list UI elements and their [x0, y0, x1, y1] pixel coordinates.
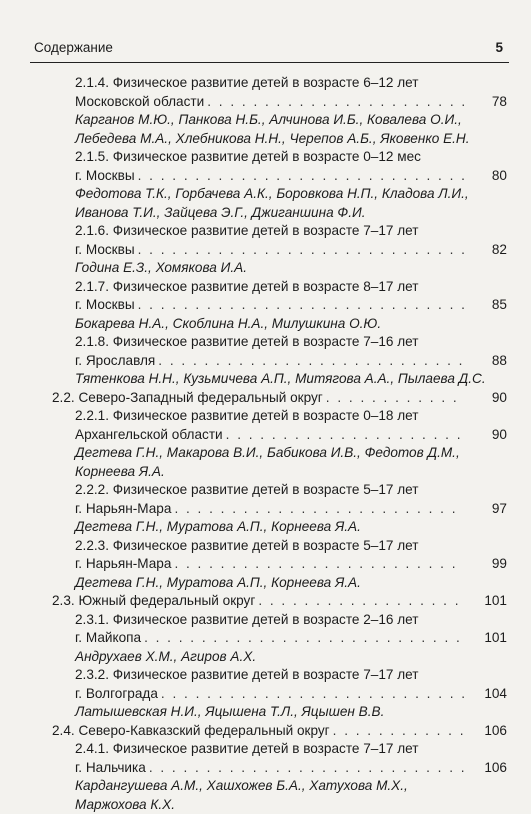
- toc-authors-line: Бокарева Н.А., Скоблина Н.А., Милушкина О.Ю.: [0, 315, 531, 334]
- table-of-contents: [0, 74, 531, 814]
- dot-leader: [207, 93, 464, 112]
- toc-page-number: 104: [467, 685, 531, 704]
- toc-entry-text: 2.3. Южный федеральный округ: [52, 592, 255, 611]
- toc-subsection-title: 2.3.1. Физическое развитие детей в возрасте 2–16 лет: [0, 611, 531, 630]
- running-header: [34, 40, 509, 60]
- dot-leader: [333, 722, 464, 741]
- dot-leader: [226, 426, 464, 445]
- toc-entry-text: 2.4. Северо-Кавказский федеральный округ: [52, 722, 330, 741]
- toc-page-number: 101: [467, 592, 531, 611]
- toc-authors-line: Андрухаев Х.М., Агиров А.Х.: [0, 648, 531, 667]
- toc-section-entry: [0, 592, 531, 611]
- toc-entry-text: Московской области: [75, 93, 204, 112]
- toc-page-number: 88: [467, 352, 531, 371]
- toc-subsection-entry: [0, 759, 531, 778]
- toc-subsection-title: 2.2.1. Физическое развитие детей в возрасте 0–18 лет: [0, 407, 531, 426]
- dot-leader: [161, 685, 464, 704]
- toc-page-number: 80: [467, 167, 531, 186]
- toc-authors-line: Тятенкова Н.Н., Кузьмичева А.П., Митягова А.А., Пылаева Д.С.: [0, 370, 531, 389]
- toc-authors-line: Федотова Т.К., Горбачева А.К., Боровкова Н.П., Кладова Л.И.,: [0, 185, 531, 204]
- toc-entry-text: Архангельской области: [75, 426, 223, 445]
- toc-page-number: 78: [467, 93, 531, 112]
- dot-leader: [174, 555, 464, 574]
- toc-page-number: 99: [467, 555, 531, 574]
- toc-subsection-title: 2.2.3. Физическое развитие детей в возрасте 5–17 лет: [0, 537, 531, 556]
- toc-subsection-title: 2.1.5. Физическое развитие детей в возрасте 0–12 мес: [0, 148, 531, 167]
- toc-entry-text: г. Ярославля: [75, 352, 155, 371]
- toc-subsection-title: 2.1.8. Физическое развитие детей в возрасте 7–16 лет: [0, 333, 531, 352]
- toc-authors-line: Маржохова К.Х.: [0, 796, 531, 814]
- toc-subsection-entry: [0, 296, 531, 315]
- toc-page-number: 97: [467, 500, 531, 519]
- toc-subsection-entry: [0, 93, 531, 112]
- toc-section-entry: [0, 389, 531, 408]
- dot-leader: [138, 241, 464, 260]
- toc-entry-text: г. Волгограда: [75, 685, 158, 704]
- toc-authors-line: Латышевская Н.И., Яцышена Т.Л., Яцышен В.В.: [0, 703, 531, 722]
- toc-subsection-entry: [0, 426, 531, 445]
- toc-page-number: 85: [467, 296, 531, 315]
- toc-subsection-title: 2.3.2. Физическое развитие детей в возрасте 7–17 лет: [0, 666, 531, 685]
- toc-entry-text: г. Майкопа: [75, 629, 141, 648]
- dot-leader: [149, 759, 464, 778]
- dot-leader: [158, 352, 464, 371]
- toc-authors-line: Дегтева Г.Н., Муратова А.П., Корнеева Я.А.: [0, 518, 531, 537]
- toc-subsection-title: 2.1.4. Физическое развитие детей в возрасте 6–12 лет: [0, 74, 531, 93]
- toc-authors-line: Карганов М.Ю., Панкова Н.Б., Алчинова И.Б., Ковалева О.И.,: [0, 111, 531, 130]
- toc-entry-text: г. Нарьян-Мара: [75, 500, 171, 519]
- toc-subsection-title: 2.1.6. Физическое развитие детей в возрасте 7–17 лет: [0, 222, 531, 241]
- dot-leader: [258, 592, 464, 611]
- toc-entry-text: г. Москвы: [75, 241, 135, 260]
- header-title: Содержание: [34, 40, 113, 55]
- toc-authors-line: Кардангушева А.М., Хашхожев Б.А., Хатухова М.Х.,: [0, 777, 531, 796]
- toc-page-number: 90: [467, 426, 531, 445]
- toc-page-number: 106: [467, 722, 531, 741]
- dot-leader: [174, 500, 464, 519]
- toc-subsection-entry: [0, 241, 531, 260]
- toc-page-number: 82: [467, 241, 531, 260]
- toc-page-number: 101: [467, 629, 531, 648]
- toc-subsection-entry: [0, 685, 531, 704]
- toc-entry-text: г. Москвы: [75, 167, 135, 186]
- header-rule: [30, 62, 509, 63]
- dot-leader: [138, 167, 464, 186]
- toc-page-number: 106: [467, 759, 531, 778]
- toc-authors-line: Лебедева М.А., Хлебникова Н.Н., Черепов А.Б., Яковенко Е.Н.: [0, 130, 531, 149]
- toc-subsection-entry: [0, 167, 531, 186]
- toc-entry-text: г. Москвы: [75, 296, 135, 315]
- toc-entry-text: г. Нарьян-Мара: [75, 555, 171, 574]
- header-page-number: 5: [495, 40, 503, 55]
- toc-subsection-title: 2.1.7. Физическое развитие детей в возрасте 8–17 лет: [0, 278, 531, 297]
- toc-subsection-entry: [0, 352, 531, 371]
- toc-authors-line: Корнеева Я.А.: [0, 463, 531, 482]
- toc-authors-line: Дегтева Г.Н., Макарова В.И., Бабикова И.В., Федотов Д.М.,: [0, 444, 531, 463]
- toc-authors-line: Година Е.З., Хомякова И.А.: [0, 259, 531, 278]
- toc-subsection-title: 2.2.2. Физическое развитие детей в возрасте 5–17 лет: [0, 481, 531, 500]
- dot-leader: [326, 389, 464, 408]
- toc-entry-text: г. Нальчика: [75, 759, 146, 778]
- toc-entry-text: 2.2. Северо-Западный федеральный округ: [52, 389, 323, 408]
- toc-subsection-entry: [0, 555, 531, 574]
- toc-authors-line: Иванова Т.И., Зайцева Э.Г., Джиганшина Ф.И.: [0, 204, 531, 223]
- toc-subsection-entry: [0, 629, 531, 648]
- dot-leader: [138, 296, 464, 315]
- toc-page-number: 90: [467, 389, 531, 408]
- toc-subsection-entry: [0, 500, 531, 519]
- toc-section-entry: [0, 722, 531, 741]
- toc-authors-line: Дегтева Г.Н., Муратова А.П., Корнеева Я.А.: [0, 574, 531, 593]
- dot-leader: [144, 629, 464, 648]
- toc-subsection-title: 2.4.1. Физическое развитие детей в возрасте 7–17 лет: [0, 740, 531, 759]
